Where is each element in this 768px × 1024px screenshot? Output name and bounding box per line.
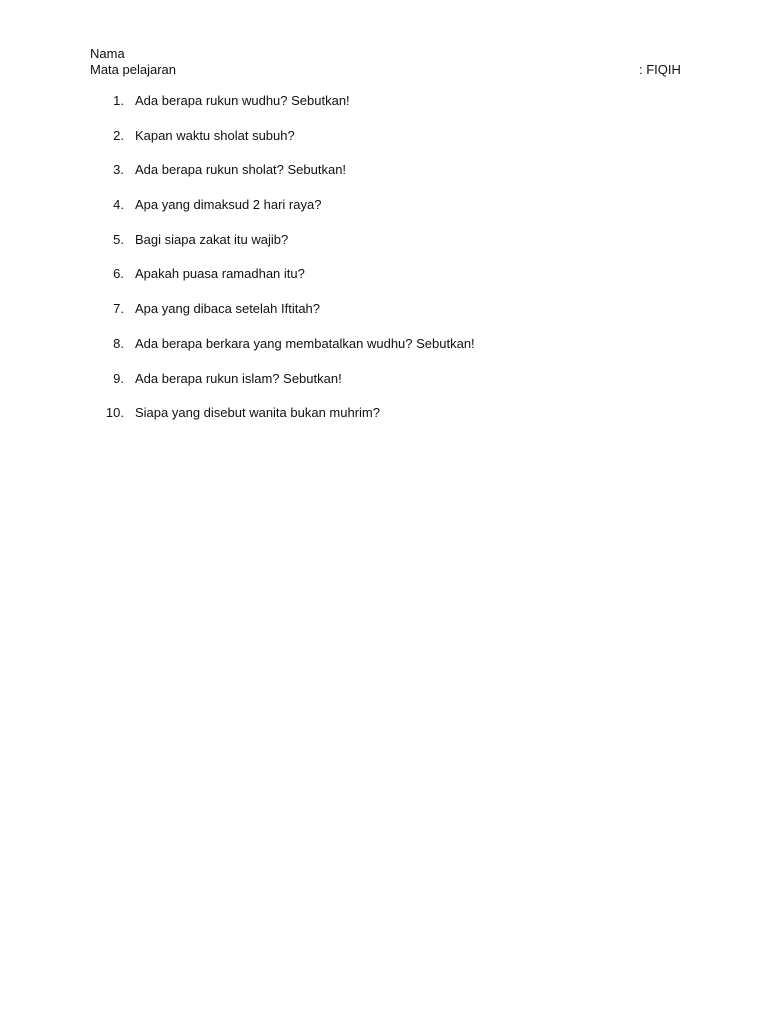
question-number: 6. bbox=[113, 266, 124, 282]
question-item bbox=[104, 197, 475, 232]
question-text: Siapa yang disebut wanita bukan muhrim? bbox=[135, 405, 380, 421]
question-text: Ada berapa rukun islam? Sebutkan! bbox=[135, 370, 342, 386]
question-text: Ada berapa berkara yang membatalkan wudhu? Sebutkan! bbox=[135, 335, 475, 351]
question-item bbox=[104, 301, 475, 336]
subject-label: Mata pelajaran bbox=[90, 62, 176, 77]
subject-row bbox=[90, 62, 690, 78]
question-text: Apa yang dibaca setelah Iftitah? bbox=[135, 301, 321, 317]
name-label: Nama bbox=[90, 46, 125, 61]
question-text: Kapan waktu sholat subuh? bbox=[135, 127, 295, 143]
question-number: 3. bbox=[113, 162, 124, 178]
question-text: Apakah puasa ramadhan itu? bbox=[135, 266, 305, 282]
question-text: Ada berapa rukun sholat? Sebutkan! bbox=[135, 162, 347, 178]
question-number: 9. bbox=[113, 370, 124, 386]
question-text: Ada berapa rukun wudhu? Sebutkan! bbox=[135, 93, 350, 108]
question-text: Apa yang dimaksud 2 hari raya? bbox=[135, 197, 322, 213]
question-number: 2. bbox=[113, 127, 124, 143]
question-item bbox=[104, 371, 475, 406]
question-number: 10. bbox=[105, 405, 124, 421]
worksheet-header bbox=[90, 46, 690, 78]
question-item bbox=[104, 232, 475, 267]
question-item bbox=[104, 405, 475, 440]
subject-value: : FIQIH bbox=[639, 62, 681, 77]
question-number: 1. bbox=[113, 93, 124, 108]
question-item bbox=[104, 336, 475, 371]
question-item bbox=[104, 162, 475, 197]
question-item bbox=[104, 128, 475, 163]
question-number: 8. bbox=[113, 335, 124, 351]
question-number: 7. bbox=[113, 301, 124, 317]
question-number: 4. bbox=[113, 197, 124, 213]
name-row bbox=[90, 46, 690, 62]
question-number: 5. bbox=[113, 231, 124, 247]
question-item bbox=[104, 93, 475, 128]
question-item bbox=[104, 266, 475, 301]
question-text: Bagi siapa zakat itu wajib? bbox=[135, 231, 289, 247]
question-list bbox=[104, 93, 475, 440]
